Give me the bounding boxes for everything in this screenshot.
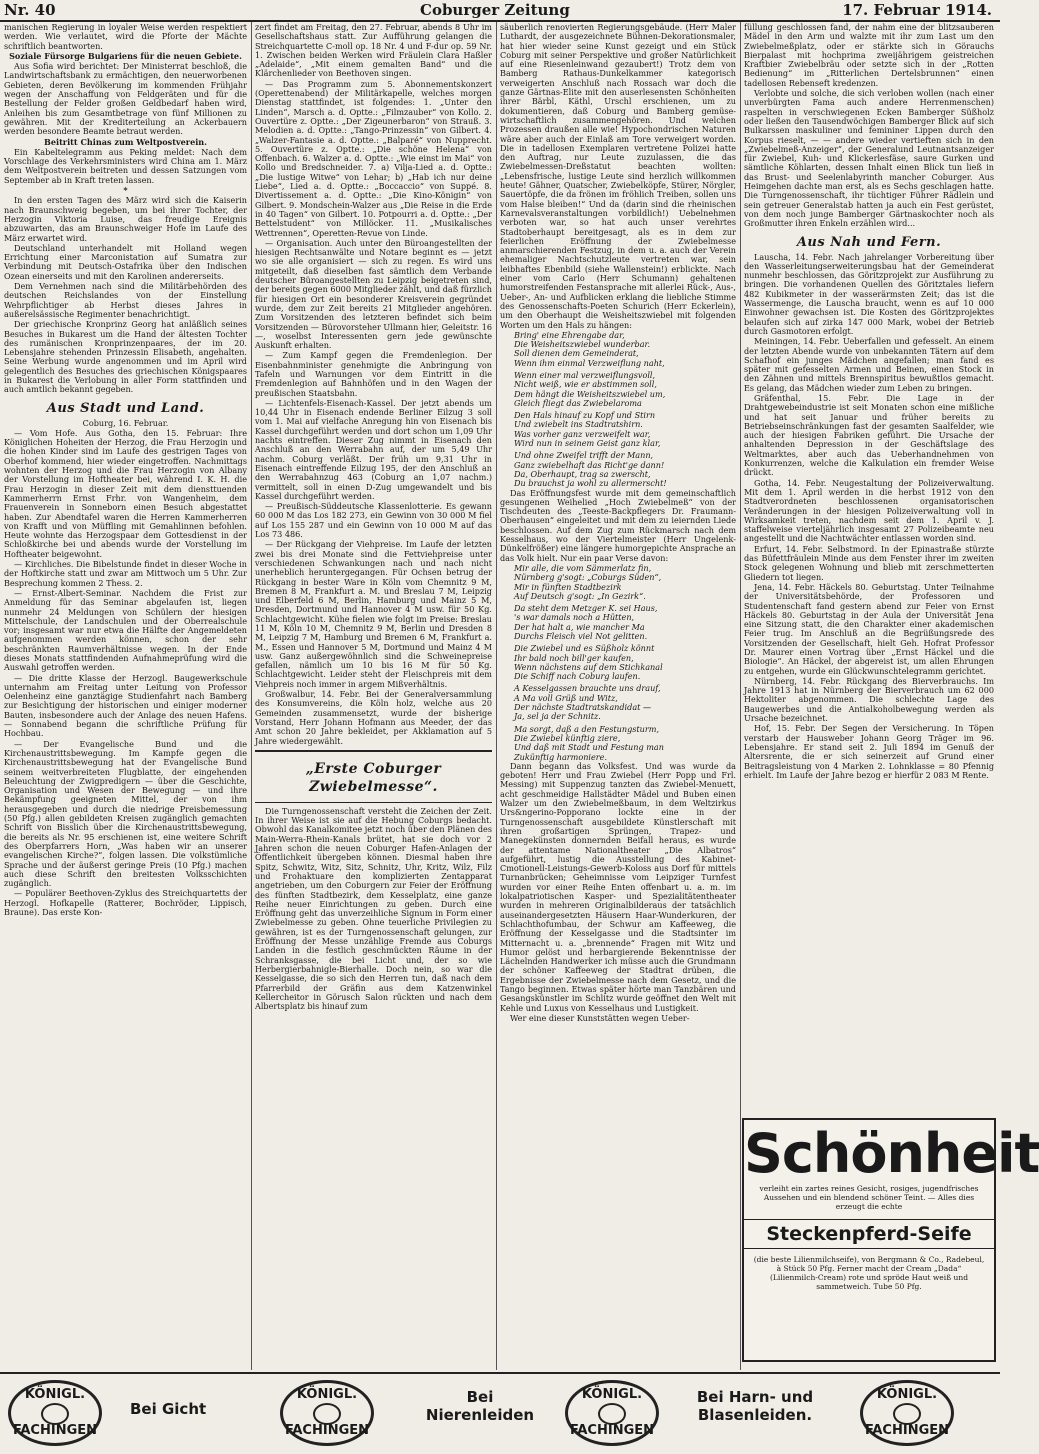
article-paragraph: Lauscha, 14. Febr. Nach jahrelanger Vorbereitung über den Wasserleitungserweiterungsbau hat der Gemeinderat nunmehr beschlossen, das Göritzprojekt zur Ausführung zu bringen. Die vorhandenen Quellen des Göritztales liefern 482 Kubikmeter in der wasserärmsten Zeit; das ist die Wassermenge, die Lauscha braucht, wenn es auf 10 000 Einwohner gewachsen ist. Die Kosten des Göritzprojektes belaufen sich auf zirka 147 000 Mark, wobei der Betrieb durch Gasmotoren erfolgt. xyxy=(744,251,994,336)
poem-line: Wird nun in seinem Geist ganz klar, xyxy=(514,438,661,449)
issue-date: 17. Februar 1914. xyxy=(842,1,992,19)
article-paragraph: — Preußisch-Süddeutsche Klassenlotterie. Es gewann 60 000 M das Los 182 273, ein Gewinn von 30 000 M fiel auf Los 155 287 und ein Gewinn von 10 000 M auf das Los 73 486. xyxy=(255,501,492,540)
poem-line: Die Zwiebel künftig ziere, xyxy=(514,732,621,743)
ad-fineprint: (die beste Lilienmilchseife), von Bergmann & Co., Radebeul, à Stück 50 Pfg. Ferner macht der Cream „Dada“ (Lilienmilch-Cream) rote und spröde Haut weiß und sammetweich. Tube 50 Pfg. xyxy=(753,1255,985,1291)
issue-number: Nr. 40 xyxy=(4,1,56,19)
article-paragraph: Das Eröffnungsfest wurde mit dem gemeinschaftlich gesungenen Weihelied „Hoch Zwiebelmeß“ von der Tischdeuten des „Teeste-Backpflegers Dr. Fraumann-Oberhausen“ eingeleitet und mit dem zu ieiernden Liede beschlossen. Auf dem Zug zum Rückmarsch nach dem Kesselhaus, wo der Viertelmeister (Herr Ungelenk-Dünkelfrößer) eine längere humorgepichte Ansprache an das Volk hielt. Nur ein paar Verse davon: xyxy=(500,487,736,563)
seal-logo: KÖNIGL. FACHINGEN xyxy=(860,1380,954,1446)
separator-star: * xyxy=(123,185,128,196)
poem-line: Ganz zwiebelhaft das Richt'ge dann! xyxy=(514,459,665,470)
poem-line: Ma sorgt, daß a den Festungsturm, xyxy=(514,723,660,734)
poem-line: Und zwiebelt ins Stadtratshirn. xyxy=(514,419,643,430)
article-paragraph: — Der Evangelische Bund und die Kirchenaustrittsbewegung. Im Kampfe gegen die Kirchenaustrittsbewegung hat der Evangelische Bund seinem weitverbreiteten Flugblatte, der eingehenden Beleuchtung der Zwigpredigern — über die Geschichte, Organisation und Wesen der Bewegung — und ihre Bekämpfung geeigneten Mittel, der von ihm herausgegeben und durch die niedrige Preisbemessung (50 Pfg.) allen gebildeten Kreisen zugänglich gemachten Schrift von Bisslich über die Kirchenaustrittsbewegung, die bereits als Nr. 95 erschienen ist, eine weitere Schrift des Oberpfarrers Horn, „Was haben wir an unserer evangelischen Kirche?“, folgen lassen. Die volkstümliche Sprache und der äußerst geringe Preis (10 Pfg.) machen auch diese Schrift den breitesten Volksschichten zugänglich. xyxy=(4,738,247,889)
article-paragraph: säuberlich renovierten Regierungsgebäude. (Herr Maler Luthardt, der ausgezeichnete Bühnen-Dekorationsmaler, hat hier wieder seine Kunst gezeigt und ein Stück Coburg mit seiner Perspektive und großer Natürlichkeit auf eine Riesenleinwand gezaubert!) Trotz dem von Bamberg Rathaus-Dunkelkammer kategorisch verweigerten Anschluß nach Rossach war doch die ganze Gärtnas-Elite mit den auserlesensten Schönheiten ihrer Bärbl, Käthl, Urschl erschienen, um zu dokumentieren, daß Coburg und Bamberg gemüse-wirtschaftlich zusammengehören. Und welchen Prozessen draußen alle wie! Hypochondrischen Naturen wäre aber auch der Einlaß am Tore verweigert worden. Die in tadellosen Exemplaren vertretene Polizei hatte den Auftrag, nur Leute zuzulassen, die das Zwiebelmessen-Dreßstatut beachten wollten: „Lebensfrische, lustige Leute sind herzlich willkommen heute! Gähner, Quatscher, Zwiebelköpfe, Stürer, Nörgler, Sauertöpfe, die da frönen im fröhlich Treiben, sollen uns vom Halse bleiben!“ Und da (darin sind die rheinischen Karnevalsveranstaltungen vorbildlich!) Uebelnehmen verboten war, so hat auch unser verehrtes Stadtoberhaupt bereitgesagt, als es in dem zur feierlichen Eröffnung der Zwiebelmesse anmarschierenden Festzug, in dem u. a. auch der Verein ehemaliger Nachtschutzleute vertreten war, sein leibhaftes Ebenbild (siehe Wallenstein!) erblickte. Nach einer vom Carlo (Herr Schumann) gehaltenen humorstreifenden Festansprache mit allerlei Rück-, Aus-, Ueber-, An- und Aufblicken erklang die liebliche Stimme des Genossenschafts-Poeten Schurich (Herr Eckerlein), um den Oberhaupt die Weisheitszwiebel mit folgenden Worten um den Hals zu hängen: xyxy=(500,22,736,330)
column-3 xyxy=(500,23,736,1369)
poem-line: Wenn nächstens auf dem Stichkanal xyxy=(514,661,663,672)
poem-line: Gleich fliegt das Zwiebelaroma xyxy=(514,397,642,408)
poem-line: Dem hängt die Weisheitszwiebel um, xyxy=(514,388,666,399)
feature-title: „Erste Coburger Zwiebelmesse“. xyxy=(305,760,442,795)
poem-line: Zukünftig harmoniere. xyxy=(514,751,608,762)
feature-title-box xyxy=(255,750,492,803)
poem-line: Wenn einer mal verzweiflungsvoll, xyxy=(514,369,656,380)
column-2 xyxy=(255,23,492,1369)
article-paragraph: Die Turngenossenschaft versteht die Zeichen der Zeit. In ihrer Weise ist sie auf die Hebung Coburgs bedacht. Obwohl das Kanalkomitee jetzt noch über den Plänen des Main-Werra-Rhein-Kanals brütet, hat sie doch vor 2 Jahren schon die neuen Coburger Hafen-Anlagen der Öffentlichkeit übergeben können. Diesmal haben ihre Spitz, Schwitz, Witz, Sitz, Schnitz, Uhr, Kritz, Wilz, Filz und Frohaktuare den komplizierten Zentapparat angetrieben, um den Coburgern zur Feier der Eröffnung des fünften Stadtbezirk, dem Kesselplatz, eine ganze Reihe neuer Einrichtungen zu geben. Durch eine Eröffnung geht das unverzeihliche Signum in Form einer Zwiebelmesse zu geben. Ohne teuerliche Privilegien zu gewähren, ist es der Turngenossenschaft gelungen, zur Eröffnung der Messe unzählige Fremde aus Coburgs Landen in die festlich geschmückten Räume in der Schranksgasse, die bei Licht und, der so wie Herbergierbahnigle-Bierhalle. Doch nein, so war die Kesselgasse, die so sich den Herren tun, daß nach dem Pfarrerbild der Gräfin aus dem Katzenwinkel Kellercheitor in Görusch Salon rückten und nach dem Albertsplatz bis hinauf zum xyxy=(255,805,492,1012)
poem-line: Nicht weiß, wie er abstimmen soll, xyxy=(514,379,657,390)
column-1 xyxy=(4,23,247,1369)
poem-line: Und daß mit Stadt und Festung man xyxy=(514,742,664,753)
article-paragraph: manischen Regierung in loyaler Weise werden respektiert werden. Wie verlautet, wird die Pforte der Mächte schriftlich beantworten. xyxy=(4,22,247,51)
poem-line: Auf Deutsch g'sogt: „In Gezirk“. xyxy=(514,590,646,601)
article-paragraph: Gotha, 14. Febr. Neugestaltung der Polizeiverwaltung. Mit dem 1. April werden in die herbst 1912 von den Stadtverordneten beschlossenen organisatorischen Veränderungen in der hiesigen Polizeiverwaltung voll in Wirksamkeit treten, nachdem seit dem 1. April v. J. staffelweise vierteljährlich insgesamt 27 Polizeibeamte neu angestellt und die Nachtwächter entlassen worden sind. xyxy=(744,477,994,544)
ad-claim-3: Bei Harn- und Blasenleiden. xyxy=(696,1388,814,1424)
article-paragraph: Dann begann das Volksfest. Und was wurde da geboten! Herr und Frau Zwiebel (Herr Popp und Frl. Messing) mit Suppenzug tanzten das Zwiebel-Menuett, acht geschmeidige Hallstädter Mädel und Buben einen Walzer um den Zwiebelmeßbaum, in dem Weltzirkus Urs&ngerino-Popporano lockte eine in der Turngenossenschaft ausgebildete Künstlerschaft mit ihren großartigen Sprüngen, Trapez- und Manegekünsten donnernden Beifall heraus, es wurde der attentame Nationaltheater „Die Albatros“ aufgeführt, lustig die Ausstellung des Kabinet-Cmotionell-Leistungs-Gewerb-Koloss aus Dorf für mittels Turnanbrücken; Geheimnisse vom Leipziger Turnfest wurden vor einer Reihe Enten offenbart u. a. m. im lokalpatriotischen Kasper- und Spezialitätentheater wurden in mehreren Originalbilderaus der tatsächlich auseinandergesetzten Häusern Haar-Wunderkuren, der Schlachthofumbau, der Schwur am Kaffeeweg, die Eröffnung der Kesselgasse und die Stadtsinter im Mitternacht u. a. „brennende“ Fragen mit Witz und Humor gelöst und herbargierende Bekenntnisse der Lächelnden Handwerker ich müsse auch die Grundmann der schöner Kaffeeweg der Stadtrat drüben, die Ergebnisse der Zwiebelmesse nach dem Gesetz, und die Tango beginnen. Etwas später hörte man Tanzbären und Gesangskünstler im Schlitz wurde geöffnet den Welt mit Kehle und Luxus von Kesselhaus und Lustigkeit. xyxy=(500,760,736,1013)
article-paragraph: Verlobte und solche, die sich verloben wollen (nach einer unverbürgten Fama auch andere Herrenmenschen) raspelten in verschwiegenen Ecken Bamberger Süßholz oder ließen den Tausendwöchigen Bamberger Blick auf sich Bulkarssen maskuliner und femininer Lippen durch den Korpus rieselt, — — andere wieder vertieften sich in den „Zwiebelmeß-Anzeiger“, der Generalund Leutnantsanzeiger für Zwiebel, Kuh- und Klickerlesfäse, saure Gurken und sämtliche Köhlarten, dessen Inhalt einen Blick tun ließ in das Brust- und Seelenlabyrinth mancher Coburger. Aus Heimgehen dachte man erst, als es Sechs geschlagen hatte. Die Turngenossenschaft, ihr tüchtiger Führer Rädlein und sein getreuer Generalstab hatten ja auch ein Fest gerüstet, von dem noch junge Bamberger Gärtnaskochter noch als Großmutter ihren Enkeln erzählen wird... xyxy=(744,88,994,229)
column-rule xyxy=(251,22,252,1370)
seal-logo: KÖNIGL. FACHINGEN xyxy=(565,1380,659,1446)
article-paragraph: — Die dritte Klasse der Herzogl. Baugewerkschule unternahm am Freitag unter Leitung von Professor Oelenheinz eine ganztägige Studienfahrt nach Bamberg zur Besichtigung der historischen und einiger moderner Bauten, insbesondere auch der Anlage des neuen Hafens. — Sonnabend begann die schriftliche Prüfung für Hochbau. xyxy=(4,672,247,739)
bottom-advertisement xyxy=(0,1372,1000,1454)
newspaper-title: Coburger Zeitung xyxy=(420,1,570,19)
article-paragraph: — Zum Kampf gegen die Fremdenlegion. Der Eisenbahnminister genehmigte die Anbringung von Tafeln und Warnungen vor dem Eintritt in die Fremdenlegion auf Bahnhöfen und in den Wagen der preußischen Staatsbahn. xyxy=(255,350,492,398)
article-paragraph: Großwalbur, 14. Febr. Bei der Generalversammlung des Konsumvereins, die Köln holz, welche aus 20 Gemeinden zusammensetzt, wurde der bisherige Vorstand, Herr Johann Hofmann aus Meeder, der das Amt schon 20 Jahre bekleidet, per Akklamation auf 5 Jahre wiedergewählt. xyxy=(255,689,492,746)
article-paragraph: Aus Sofia wird berichtet: Der Ministerrat beschloß, die Landwirtschaftsbank zu ermächtigen, den neuerworbenen Gebieten, deren Bevölkerung im kommenden Frühjahr wegen der Anschaffung von Feldgeräten und für die Bestellung der Felder großen Geldbedarf haben wird, Anleihen bis zum Gesamtbetrage von fünf Millionen zu gewähren. Mit der Krediterteilung an Ackerbauern werden besondere Beamte betraut werden. xyxy=(4,61,247,137)
poem-line: Der nächste Stadtratskandidat — xyxy=(514,702,652,713)
poem-line: Was vorher ganz verzweifelt war, xyxy=(514,428,651,439)
poem-line: Soll dienen dem Gemeinderat, xyxy=(514,348,639,359)
article-paragraph: — Kirchliches. Die Bibelstunde findet in dieser Woche in der Hoftkirche statt und zwar am Mittwoch um 5 Uhr. Zur Besprechung kommen 2 Thess. 2. xyxy=(4,559,247,588)
poem-2 xyxy=(500,564,736,762)
poem-line: 's war damals noch a Hütten, xyxy=(514,612,635,623)
poem-line: A Kesselgassen brauchte uns drauf, xyxy=(514,683,661,694)
article-heading: Beitritt Chinas zum Weltpostverein. xyxy=(44,136,207,147)
soap-advertisement xyxy=(742,1118,1039,1362)
column-rule xyxy=(496,22,497,1370)
poem-line: Die Weisheitszwiebel wunderbar. xyxy=(514,339,651,350)
article-paragraph: Der griechische Kronprinz Georg hat anläßlich seines Besuches in Bukarest um die Hand der ältesten Tochter des rumänischen Kronprinzenpaares, der im 20. Lebensjahre stehenden Prinzessin Elisabeth, angehalten. Seine Werbung wurde angenommen und im April wird gelegentlich des Besuches des griechischen Königspaares in Bukarest die Verlobung in aller Form stattfinden und auch amtlich bekannt gegeben. xyxy=(4,319,247,395)
ad-text: verleiht ein zartes reines Gesicht, rosiges, jugendfrisches Aussehen und ein blendend schöner Teint. — Alles dies erzeugt die echte xyxy=(759,1184,979,1211)
article-paragraph: Gräfenthal, 15. Febr. Die Lage in der Drahtgewebeindustrie ist seit Monaten schon eine mißliche und hat seit Januar und früher bereits zu Betriebseinschränkungen fast der gesamten Saalfelder, wie auch der hiesigen Fabriken geführt. Die Ursache der anhaltenden Depression in der Geschäftslage des Weltmarktes, aber auch das Ueberhandnehmen von Konkurrenzen, welche die Kalkulation ein fremder Weise drückt. xyxy=(744,392,994,478)
article-paragraph: Wer eine dieser Kunststätten wegen Ueber- xyxy=(510,1012,690,1023)
poem-line: Die Schiff nach Coburg laufen. xyxy=(514,671,641,682)
article-paragraph: Nürnberg, 14. Febr. Rückgang des Bierverbrauchs. Im Jahre 1913 hat in Nürnberg der Bierverbrauch um 62 000 Hektoliter abgenommen. Die schlechte Lage des Baugewerbes und die Antialkoholbewegung werden als Ursache bezeichnet. xyxy=(744,675,994,724)
article-paragraph: Deutschland unterhandelt mit Holland wegen Errichtung einer Marconistation auf Sumatra zur Verbindung mit Deutsch-Ostafrika über den Indischen Ozean einerseits und mit den Karolinen andererseits. xyxy=(4,242,247,281)
article-paragraph: In den ersten Tagen des März wird sich die Kaiserin nach Braunschweig begeben, um bei ihrer Tochter, der Herzogin Viktoria Luise, das freudige Ereignis abzuwarten, das am Braunschweiger Hofe im Laufe des März erwartet wird. xyxy=(4,195,247,243)
poem-line: Mir in fünften Stadtbezirk xyxy=(514,581,622,592)
section-title: Aus Nah und Fern. xyxy=(796,234,942,250)
poem-line: Ja, sel ja der Schnitz. xyxy=(514,711,601,722)
column-4 xyxy=(744,23,994,1113)
article-paragraph: — Ernst-Albert-Seminar. Nachdem die Frist zur Anmeldung für das Seminar abgelaufen ist, liegen nunmehr 24 Meldungen von Schülern der hiesigen Mittelschule, der Landschulen und der Oberrealschule vor; insgesamt war nur etwa die Hälfte der Angemeldeten aufgenommen werden können, schon der sehr beschränkten Raumverhältnisse wegen. In der Ende dieses Monats stattfindenden Aufnahmeprüfung wird die Auswahl getroffen werden. xyxy=(4,587,247,673)
poem-line: Bring' eine Ehrengabe dar, xyxy=(514,329,625,340)
poem-line: Da steht dem Metzger K. sei Haus, xyxy=(514,603,658,614)
ad-headline: Schönheit xyxy=(744,1122,1039,1185)
seal-logo: KÖNIGL. FACHINGEN xyxy=(8,1380,102,1446)
article-paragraph: — Der Rückgang der Viehpreise. Im Laufe der letzten zwei bis drei Monate sind die Fettviehpreise unter verschiedenen Schwankungen nach und nach nicht unerheblich heruntergegangen. Für Ochsen betrug der Rückgang in bester Ware in Köln vom Chemnitz 9 M, Bremen 8 M, Frankfurt a. M. und Breslau 7 M, Leipzig und Elberfeld 6 M, Berlin, Hamburg und Mainz 5 M, Dresden, Dortmund und Hannover 4 M usw. für 50 Kg. Schlachtgewicht. Kühe fielen wie folgt im Preise: Breslau 11 M, Köln 10 M, Chemnitz 9 M, Berlin und Dresden 8 M, Leipzig 7 M, Hamburg und Bremen 6 M, Frankfurt a. M., Essen und Hannover 5 M, Dortmund und Mainz 4 M usw. Ganz außergewöhnlich sind die Schweinepreise gefallen, nämlich um 10 bis 16 M für 50 Kg. Schlachtgewicht. Leider steht der Fleischpreis mit dem Viehpreis noch immer in argem Mißverhältnis. xyxy=(255,539,492,689)
article-paragraph: Dem Vernehmen nach sind die Militärbehörden des deutschen Reichslandes von der Einstellung Wehrpflichtiger ab Herbst dieses Jahres in außerelsässische Regimenter benachrichtigt. xyxy=(4,281,247,319)
column-rule xyxy=(740,22,741,1370)
poem-line: Nürnberg g'sogt: „Coburgs Süden“, xyxy=(514,572,662,583)
article-paragraph: — Vom Hofe. Aus Gotha, den 15. Februar: Ihre Königlichen Hoheiten der Herzog, die Frau Herzogin und die hohen Kinder sind im Laufe des gestrigen Tages von Oberhof kommend, hier wieder eingetroffen. Nachmittags wohnten der Herzog und die Frau Herzogin von Albany der Vorstellung im Hoftheater bei, während I. K. H. die Frau Herzogin in dieser Zeit mit dem diensttuenden Kammerherrn Ernst Frhr. von Wangenheim, dem Frauenverein in Sonneborn einen Besuch abgestattet haben. Zur Abendtafel waren die Herren Kammerherren von Krafft und von Müffling mit Gemahlinnen befohlen. Heute wohnte das Herzogspaar dem Gottesdienst in der Schloßkirche bei und abends wurde der Vorstellung im Hoftheater beigewohnt. xyxy=(4,427,247,559)
article-paragraph: — Lichtenfels-Eisenach-Kassel. Der jetzt abends um 10,44 Uhr in Eisenach endende Berliner Eilzug 3 soll vom 1. Mai auf vielfache Anregung hin von Eisenach bis Kassel durchgeführt werden und dort schon um 1,09 Uhr nachts eintreffen. Dieser Zug nimmt in Eisenach den Anschluß an den Werrabahn auf, der um 5,49 Uhr nachm. Coburg verläßt. Der früh um 9,31 Uhr in Eisenach eintreffende Eilzug 195, der den Anschluß an den Werrabahnzug 463 (Coburg an 1,07 nachm.) vermittelt, soll in einen D-Zug umgewandelt und bis Kassel durchgeführt werden. xyxy=(255,397,492,501)
poem-line: Da, Oberhaupt, trag sa zwerscht, xyxy=(514,468,651,479)
seal-logo: KÖNIGL. FACHINGEN xyxy=(280,1380,374,1446)
article-paragraph: — Populärer Beethoven-Zyklus des Streichquartetts der Herzogl. Hofkapelle (Ratterer, Bochröder, Lippisch, Braune). Das erste Kon- xyxy=(4,888,247,918)
poem-line: Der hat halt a, wie mancher Ma xyxy=(514,621,645,632)
poem-line: A Ma voll Grüß und Witz, xyxy=(514,692,618,703)
article-paragraph: Ein Kabeltelegramm aus Peking meldet: Nach dem Vorschlage des Verkehrsministers wird China am 1. März dem Weltpostverein beitreten und dessen Satzungen vom September ab in Kraft treten lassen. xyxy=(4,146,247,185)
article-paragraph: Erfurt, 14. Febr. Selbstmord. In der Epinastraße stürzte das Büfettfräulein Minde aus dem Fenster ihrer im zweiten Stock gelegenen Wohnung und blieb mit zerschmetterten Gliedern tot liegen. xyxy=(744,543,994,582)
article-paragraph: — Organisation. Auch unter den Büroangestellten der hiesigen Rechtsanwälte und Notare beginnt es — jetzt wo sie alle organisiert — sich zu regen. Es wird uns mitgeteilt, daß dieselben fast sämtlich dem Verbande deutscher Büroangestellten zu Leipzig beigetreten sind, der bereits gegen 6000 Mitglieder zählt, und daß fürzlich für hiesigen Ort ein besonderer Kreisverein gegründet wurde, dem zur Zeit bereits 21 Mitglieder angehören. Zum Vorsitzenden des letzteren befindet sich beim Vorsitzenden — Bürovorsteher Ullmann hier, Geleitstr. 16 —, woselbst Interessenten gern jede gewünschte Auskunft erhalten. xyxy=(255,237,492,351)
poem-line: Den Hals hinauf zu Kopf und Stirn xyxy=(514,410,656,421)
poem-line: Du brauchst ja wohl zu allermerscht! xyxy=(514,478,667,489)
ad-claim-1: Bei Gicht xyxy=(130,1400,207,1418)
ad-claim-2: Bei Nierenleiden xyxy=(425,1388,535,1424)
poem-line: Durchs Fleisch viel Not gelitten. xyxy=(514,631,648,641)
poem-line: Die Zwiebel und es Süßholz könnt xyxy=(514,643,655,654)
poem-line: Und ohne Zweifel trifft der Mann, xyxy=(514,450,654,461)
dateline: Coburg, 16. Februar. xyxy=(82,417,169,428)
section-title: Aus Stadt und Land. xyxy=(46,400,205,416)
poem-line: Wenn ihm einmal Verzweiflung naht, xyxy=(514,357,665,368)
article-heading: Soziale Fürsorge Bulgariens für die neuen Gebiete. xyxy=(9,50,242,61)
ad-product-name: Steckenpferd-Seife xyxy=(744,1219,994,1249)
article-paragraph: Meiningen, 14. Febr. Ueberfallen und gefesselt. An einem der letzten Abende wurde von unbekannten Tätern auf dem Schafhof ein junges Mädchen angefallen; man fand es später mit gefesselten Armen und Beinen, einen Stock in den Zähnen und mittels Brennspiritus bewußtlos gemacht. Es gelang, das Mädchen wieder zum Leben zu bringen. xyxy=(744,336,994,393)
article-paragraph: füllung geschlossen fand, der nahm eine der blitzsauberen Mädel in den Arm und walzte mit ihr zum Last um den Zwiebelmeßplatz, oder er stärkte sich in Görauchs Bierpalast mit hochprima zweijährigem geistreichen Kraftbier Zwiebelbräu oder setzte sich in der „Rotten Bedienung“ im „Ritterlichen Dertelsbrunnen“ einen tadellosen Rebenseft kredenzen. xyxy=(744,22,994,88)
article-paragraph: Hof, 15. Febr. Der Segen der Versicherung. In Töpen verstarb der Hausweber Johann Georg Träger im 96. Lebensjahre. Er stand seit 2. Juli 1894 im Genuß der Altersrente, die er sich seinerzeit auf Grund einer Beitragsleistung von 4 Marken 2. Lohnklasse = 80 Pfennig erhielt. Im Laufe der Jahre bezog er hierfür 2 083 M Rente. xyxy=(744,723,994,780)
poem-1 xyxy=(500,331,736,489)
article-paragraph: Jena, 14. Febr. Häckels 80. Geburtstag. Unter Teilnahme der Universitätsbehörde, der Professoren und Studentenschaft fand gestern abend zur Feier von Ernst Häckels 80. Geburtstag in der Aula der Universität Jena eine Sitzung statt, die den Charakter einer akademischen Feier trug. Im Anschluß an die Begrüßungsrede des Vorsitzenden der Gesellschaft, hielt Geh. Hofrat Professor Dr. Maurer einen Vortrag über „Ernst Häckel und die Biologie“. An Häckel, der abgereist ist, um allen Ehrungen zu entgehen, wurde ein Glückwunschtelegramm gerichtet. xyxy=(744,581,994,676)
page-header xyxy=(0,0,1000,22)
article-paragraph: zert findet am Freitag, den 27. Februar, abends 8 Uhr im Gesellschaftshaus statt. Zur Aufführung gelangen die Streichquartette C-moll op. 18 Nr. 4 und F-dur op. 59 Nr. 1. Zwischen beiden Werken wird Fräulein Clara Haßler „Adelaide“, „Mit einem gemalten Band“ und die Klärchenlieder von Beethoven singen. xyxy=(255,22,492,79)
poem-line: Ihr bald noch bill'ger kaufen, xyxy=(514,652,634,663)
article-paragraph: — Das Programm zum 5. Abonnementskonzert (Operettenabend) der Militärkapelle, welches morgen Dienstag stattfindet, ist folgendes: 1. „Unter den Linden“, Marsch a. d. Optte.: „Filmzauber“ von Kollo. 2. Ouvertüre z. Optte.: „Der Zigeunerbaron“ von Strauß. 3. Melodien a. d. Optte.: „Tango-Prinzessin“ von Gilbert. 4. „Walzer-Fantasie a. d. Optte.: „Balparé“ von Nupprecht. 5. Ouvertüre z. Optte.: „Die schöne Helena“ von Offenbach. 6. Walzer a. d. Optte.: „Wie einst im Mai“ von Kollo und Bredschneider. 7. a) Vilja-Lied a. d. Optte.: „Die lustige Witwe“ von Lehar; b) „Hab ich nur deine Liebe“, Lied a. d. Optte.: „Boccaccio“ von Suppé. 8. Divertissement a. d. Optte.: „Die Kino-Königin“ von Gilbert. 9. Mondschein-Walzer aus „Die Reise in die Erde in 40 Tagen“ von Gilbert. 10. Potpourri a. d. Optte.: „Der Bettelstudent“ von Millöcker. 11. „Musikalisches Wettrennen“, Operetten-Revue von Linde. xyxy=(255,78,492,238)
poem-line: Mir alle, die vom Sämmerlatz fin, xyxy=(514,562,652,573)
